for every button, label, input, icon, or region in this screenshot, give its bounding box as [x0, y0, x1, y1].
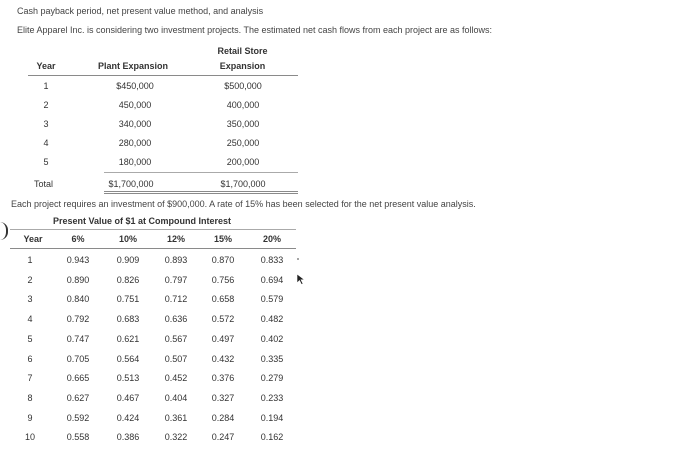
cf-total-plant: $1,700,000	[108, 179, 154, 189]
pv-value-cell: 0.665	[66, 373, 90, 384]
pv-value-cell: 0.572	[211, 314, 235, 325]
pv-value-cell: 0.909	[116, 255, 140, 265]
pv-value-cell: 0.558	[66, 432, 90, 443]
pv-value-cell: 0.247	[211, 432, 235, 443]
pv-value-cell: 0.402	[260, 333, 284, 344]
intro-text: Elite Apparel Inc. is considering two investment projects. The estimated net cash flows from each project are as follows:	[17, 25, 493, 35]
pv-value-cell: 0.592	[66, 412, 90, 423]
pv-value-cell: 0.756	[211, 274, 235, 285]
cf-retail-cell: 200,000	[226, 157, 260, 167]
cf-plant-cell: $450,000	[116, 81, 154, 91]
pv-value-cell: 0.870	[211, 255, 235, 265]
cf-total-rule-bottom-2	[104, 193, 298, 194]
pv-year-cell: 5	[27, 333, 33, 344]
pv-value-cell: 0.564	[116, 353, 140, 364]
cf-header-rule	[28, 75, 298, 76]
pv-value-cell: 0.683	[116, 314, 140, 325]
pv-table-title: Present Value of $1 at Compound Interest	[53, 216, 232, 226]
pv-value-cell: 0.747	[66, 333, 90, 344]
pv-value-cell: 0.792	[66, 314, 90, 325]
pv-value-cell: 0.694	[260, 274, 284, 285]
pv-value-cell: 0.335	[260, 353, 284, 364]
pv-value-cell: 0.432	[211, 353, 235, 364]
pv-value-cell: 0.636	[164, 314, 188, 325]
pv-value-cell: 0.327	[211, 392, 235, 403]
pv-title-rule	[10, 229, 296, 230]
pv-year-cell: 1	[27, 255, 33, 265]
pv-header-rule	[10, 248, 296, 249]
pv-value-cell: 0.567	[164, 333, 188, 344]
pv-value-cell: 0.162	[260, 432, 284, 443]
pv-value-cell: 0.507	[164, 353, 188, 364]
pv-value-cell: 0.797	[164, 274, 188, 285]
pv-value-cell: 0.233	[260, 392, 284, 403]
pv-year-cell: 6	[27, 353, 33, 364]
pv-header-rate: 20%	[262, 234, 281, 244]
pv-value-cell: 0.826	[116, 274, 140, 285]
cf-header-plant: Plant Expansion	[97, 61, 168, 71]
cf-header-retail-line1: Retail Store	[217, 46, 268, 56]
left-bracket-mark	[0, 222, 8, 240]
cf-total-label: Total	[34, 179, 54, 189]
pv-header-rate: 6%	[71, 234, 85, 244]
cf-plant-cell: 450,000	[118, 100, 152, 110]
stray-dot	[297, 258, 299, 260]
pv-year-cell: 3	[27, 294, 33, 305]
investment-note: Each project requires an investment of $900,000. A rate of 15% has been selected for the net present value analysis.	[11, 199, 476, 209]
cf-header-year: Year	[36, 61, 56, 71]
pv-value-cell: 0.513	[116, 373, 140, 384]
cf-retail-cell: 350,000	[226, 119, 260, 129]
cf-total-retail: $1,700,000	[220, 179, 266, 189]
pv-header-rate: 10%	[118, 234, 137, 244]
pv-year-cell: 7	[27, 373, 33, 384]
pv-value-cell: 0.376	[211, 373, 235, 384]
cf-year-cell: 4	[43, 138, 49, 148]
pv-header-rate: 15%	[213, 234, 232, 244]
pv-value-cell: 0.424	[116, 412, 140, 423]
pv-value-cell: 0.621	[116, 333, 140, 344]
pv-value-cell: 0.497	[211, 333, 235, 344]
cf-header-retail-line2: Expansion	[219, 61, 266, 71]
pv-value-cell: 0.890	[66, 274, 90, 285]
pv-year-cell: 9	[27, 412, 33, 423]
cf-retail-cell: 250,000	[226, 138, 260, 148]
pv-value-cell: 0.712	[164, 294, 188, 305]
cf-year-cell: 5	[43, 157, 49, 167]
cf-plant-cell: 180,000	[118, 157, 152, 167]
pv-year-cell: 10	[24, 432, 35, 443]
pv-value-cell: 0.194	[260, 412, 284, 423]
pv-year-cell: 8	[27, 392, 33, 403]
pv-value-cell: 0.943	[66, 255, 90, 265]
cf-retail-cell: 400,000	[226, 100, 260, 110]
pv-value-cell: 0.658	[211, 294, 235, 305]
pv-value-cell: 0.404	[164, 392, 188, 403]
pv-value-cell: 0.893	[164, 255, 188, 265]
pv-value-cell: 0.751	[116, 294, 140, 305]
cf-year-cell: 1	[43, 81, 49, 91]
pv-value-cell: 0.322	[164, 432, 188, 443]
mouse-pointer-icon	[296, 273, 306, 285]
pv-year-cell: 2	[27, 274, 33, 285]
pv-value-cell: 0.386	[116, 432, 140, 443]
cf-total-rule-bottom-1	[104, 191, 298, 192]
pv-value-cell: 0.579	[260, 294, 284, 305]
pv-value-cell: 0.840	[66, 294, 90, 305]
pv-value-cell: 0.284	[211, 412, 235, 423]
pv-value-cell: 0.833	[260, 255, 284, 265]
cf-year-cell: 3	[43, 119, 49, 129]
pv-header-year: Year	[23, 234, 43, 244]
pv-year-cell: 4	[27, 314, 33, 325]
pv-header-rate: 12%	[166, 234, 185, 244]
cf-total-rule-top	[104, 172, 298, 173]
cf-plant-cell: 280,000	[118, 138, 152, 148]
pv-value-cell: 0.361	[164, 412, 188, 423]
cf-plant-cell: 340,000	[118, 119, 152, 129]
pv-value-cell: 0.627	[66, 392, 90, 403]
pv-value-cell: 0.705	[66, 353, 90, 364]
pv-value-cell: 0.482	[260, 314, 284, 325]
pv-value-cell: 0.279	[260, 373, 284, 384]
page-title: Cash payback period, net present value method, and analysis	[17, 6, 264, 16]
pv-value-cell: 0.452	[164, 373, 188, 384]
cf-retail-cell: $500,000	[224, 81, 262, 91]
cf-year-cell: 2	[43, 100, 49, 110]
pv-value-cell: 0.467	[116, 392, 140, 403]
